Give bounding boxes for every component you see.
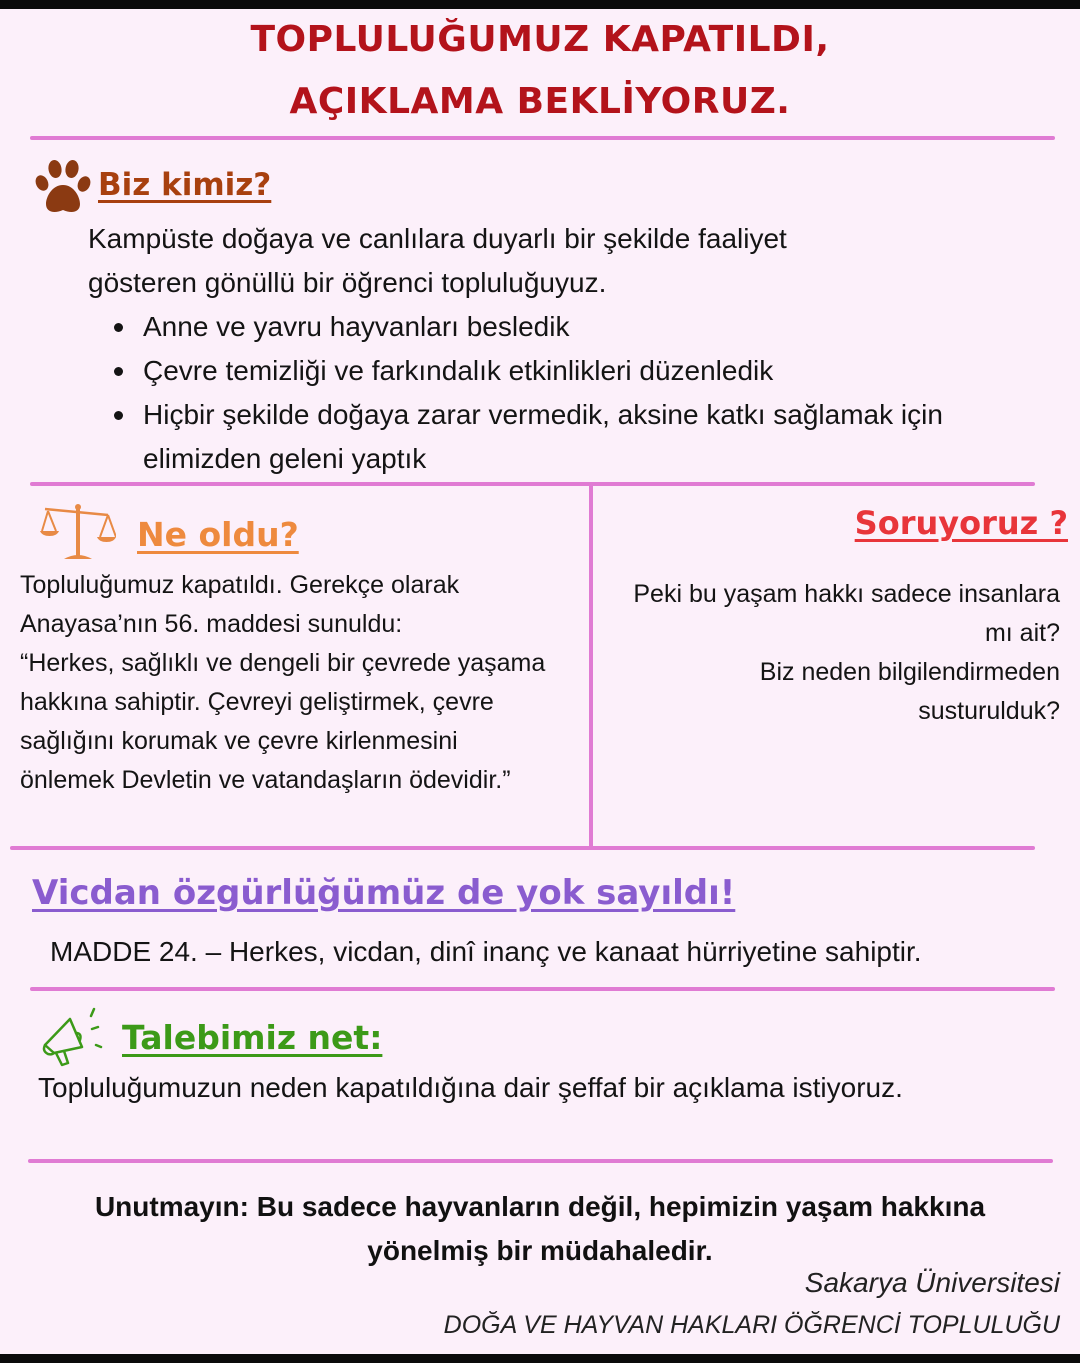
demand-heading: Talebimiz net: (122, 1018, 383, 1057)
scales-icon (40, 503, 116, 563)
text-line: mı ait? (984, 619, 1060, 647)
organization-name: DOĞA VE HAYVAN HAKLARI ÖĞRENCİ TOPLULUĞU (443, 1311, 1060, 1339)
megaphone-icon (40, 1007, 106, 1067)
intro-line: Kampüste doğaya ve canlılara duyarlı bir şekilde faaliyet (88, 223, 787, 254)
text-line: hakkına sahiptir. Çevreyi geliştirmek, çevre (20, 688, 494, 716)
text-line: önlemek Devletin ve vatandaşların ödevidir.” (20, 766, 511, 794)
who-we-are-intro (88, 217, 1048, 305)
reminder-line-1: Unutmayın: Bu sadece hayvanların değil, hepimizin yaşam hakkına (94, 1191, 986, 1222)
activities-list (88, 305, 988, 481)
poster (0, 9, 1080, 1354)
what-happened-text (20, 566, 585, 800)
we-ask-text (600, 575, 1060, 731)
text-line: Biz neden bilgilendirmeden (759, 658, 1060, 686)
list-item: Hiçbir şekilde doğaya zarar vermedik, aksine katkı sağlamak için elimizden geleni yaptık (88, 393, 968, 481)
intro-line: gösteren gönüllü bir öğrenci topluluğuyuz. (88, 267, 607, 298)
divider (30, 987, 1055, 991)
text-line: Anayasa’nın 56. maddesi sunuldu: (20, 610, 403, 638)
conscience-heading: Vicdan özgürlüğümüz de yok sayıldı! (32, 873, 736, 913)
paw-icon (34, 159, 92, 217)
text-line: “Herkes, sağlıklı ve dengeli bir çevrede yaşama (20, 649, 546, 677)
divider (30, 136, 1055, 140)
conscience-text: MADDE 24. – Herkes, vicdan, dinî inanç ve kanaat hürriyetine sahiptir. (50, 936, 922, 967)
text-line: Topluluğumuz kapatıldı. Gerekçe olarak (20, 571, 460, 599)
university-name: Sakarya Üniversitesi (804, 1267, 1060, 1298)
list-item: Anne ve yavru hayvanları besledik (88, 305, 988, 349)
title-line-2: AÇIKLAMA BEKLİYORUZ. (289, 81, 791, 122)
list-item: Çevre temizliği ve farkındalık etkinlikleri düzenledik (88, 349, 988, 393)
column-divider (589, 484, 593, 850)
title-line-1: TOPLULUĞUMUZ KAPATILDI, (250, 19, 830, 60)
text-line: Peki bu yaşam hakkı sadece insanlara (633, 580, 1060, 608)
who-we-are-heading: Biz kimiz? (98, 167, 272, 203)
divider (10, 846, 1035, 850)
demand-text: Topluluğumuzun neden kapatıldığına dair şeffaf bir açıklama istiyoruz. (38, 1072, 903, 1103)
text-line: susturulduk? (918, 697, 1060, 725)
we-ask-heading: Soruyoruz ? (854, 504, 1068, 542)
divider (28, 1159, 1053, 1163)
what-happened-heading: Ne oldu? (137, 515, 299, 554)
text-line: sağlığını korumak ve çevre kirlenmesini (20, 727, 458, 755)
divider (30, 482, 1035, 486)
reminder-line-2: yönelmiş bir müdahaledir. (367, 1235, 713, 1266)
